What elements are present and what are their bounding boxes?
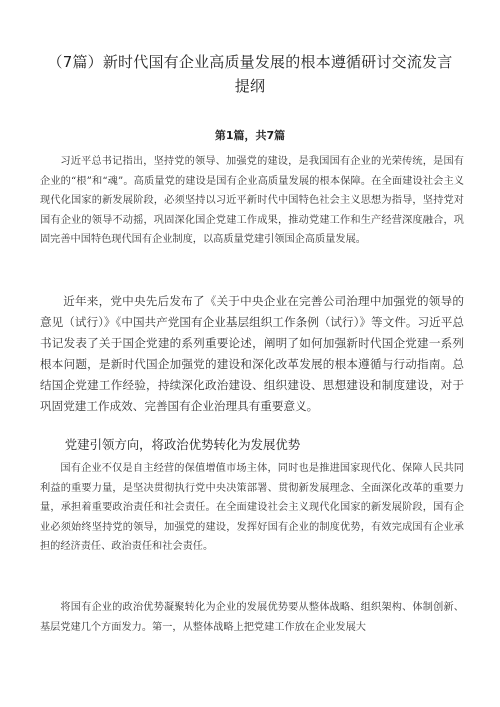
paragraph-soe-role: 国有企业不仅是自主经营的保值增值市场主体，同时也是推进国家现代化、保障人民共同利益的重要力量，是坚决贯彻执行党中央决策部署、贯彻新发展理念、全面深化改革的重要力量，承担着重要政治责任和社会责任。在全面建设社会主义现代化国家的新发展阶段，国有企业必须始终坚持党的领导，加强党的建设，发挥好国有企业的制度优势，有效完成国有企业承担的经济责任、政治责任和社会责任。: [40, 463, 464, 553]
paragraph-transform-advantage: 将国有企业的政治优势凝聚转化为企业的发展优势要从整体战略、组织架构、体制创新、基层党建几个方面发力。第一，从整体战略上把党建工作放在企业发展大: [40, 602, 464, 633]
paragraph-intro: 习近平总书记指出，坚持党的领导、加强党的建设，是我国国有企业的光荣传统，是国有企业的“根”和“魂”。高质量党的建设是国有企业高质量发展的根本保障。在全面建设社会主义现代化国家的新发展阶段，必须坚持以习近平新时代中国特色社会主义思想为指导，坚持党对国有企业的领导不动摇，巩固深化国企党建工作成果，推动党建工作和生产经营深度融合，巩固完善中国特色现代国有企业制度，以高质量党建引领国企高质量发展。: [40, 156, 464, 246]
paragraph-documents: 近年来，党中央先后发布了《关于中央企业在完善公司治理中加强党的领导的意见（试行）》《中国共产党国有企业基层组织工作条例（试行）》等文件。习近平总书记发表了关于国企党建的系列重要论述，阐明了如何加强新时代国企党建一系列根本问题，是新时代国企加强党的建设和深化改革发展的根本遵循与行动指南。总结国企党建工作经验，持续深化政治建设、组织建设、思想建设和制度建设，对于巩固党建工作成效、完善国有企业治理具有重要意义。: [40, 294, 464, 413]
document-subtitle: 第1篇，共7篇: [214, 129, 286, 142]
section-heading-party-leadership: 党建引领方向，将政治优势转化为发展优势: [64, 437, 301, 452]
document-title: （7篇）新时代国有企业高质量发展的根本遵循研讨交流发言提纲: [47, 53, 453, 95]
